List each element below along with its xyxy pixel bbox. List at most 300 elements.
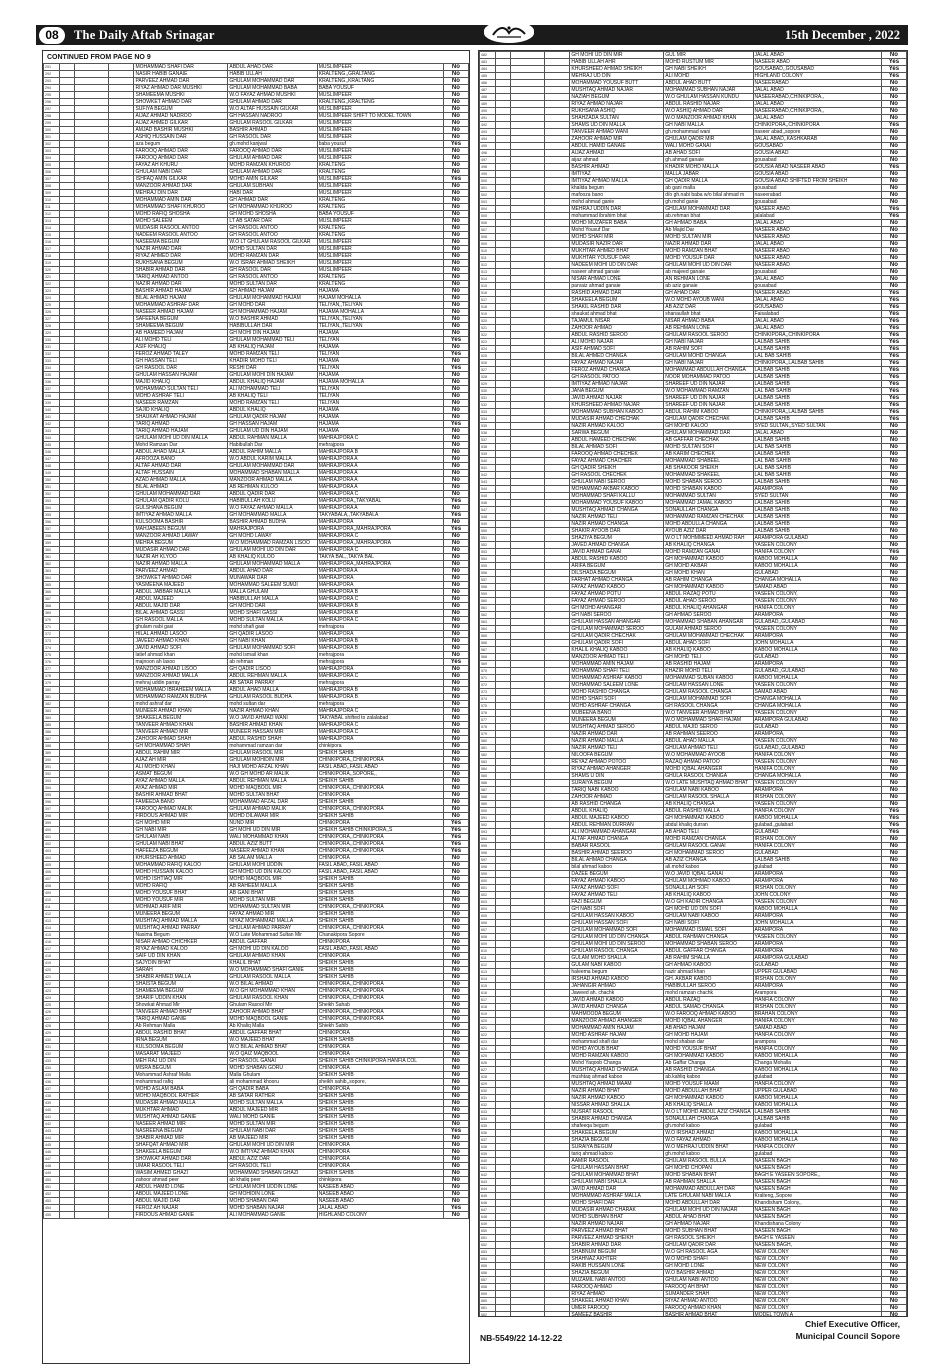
table-row [44, 155, 469, 162]
address-cell: CHANGA MOHALLA [753, 696, 881, 703]
code-cell [109, 148, 134, 155]
table-row [480, 416, 907, 423]
address-cell: mehrajpora [317, 624, 443, 631]
code-cell [496, 647, 511, 654]
code-cell [545, 1207, 570, 1214]
address-cell: NASEEN BAGH [753, 1228, 881, 1235]
parentage-cell: MUNEER HASSAN MIR [228, 729, 317, 736]
table-row [44, 820, 469, 827]
code-cell [496, 1151, 511, 1158]
status-cell: No [443, 232, 468, 239]
status-cell: No [881, 108, 906, 115]
serial-cell: 595 [480, 843, 496, 850]
table-row [44, 1156, 469, 1163]
address-cell: ARAMPORA [753, 878, 881, 885]
name-cell: FAYAZ AHMAD NAJAR [570, 360, 664, 367]
code-cell [74, 288, 108, 295]
parentage-cell: MOHAMMAD SHABAN AHANGAR [664, 619, 753, 626]
status-cell: No [443, 316, 468, 323]
table-row [44, 64, 469, 71]
code-cell [510, 157, 544, 164]
parentage-cell: ABDUL AZIZ BUTT [228, 841, 317, 848]
address-cell: FASIL ABAD,,FASIL ABAD [317, 946, 443, 953]
code-cell [74, 841, 108, 848]
status-cell: No [443, 1051, 468, 1058]
code-cell [496, 290, 511, 297]
name-cell: GHULAM NABI DAR [134, 169, 228, 176]
code-cell [510, 661, 544, 668]
address-cell: Khandisham Colony,, [753, 1200, 881, 1207]
code-cell [109, 715, 134, 722]
serial-cell: 521 [480, 325, 496, 332]
code-cell [109, 211, 134, 218]
name-cell: RIYAZ AHMAD KALOO [134, 946, 228, 953]
parentage-cell: W.O MOHAMMAD RAMZAN [664, 388, 753, 395]
code-cell [60, 197, 75, 204]
parentage-cell: GHULAM QADIR CHECHAK [664, 416, 753, 423]
address-cell: ARAMPORA [753, 661, 881, 668]
code-cell [109, 449, 134, 456]
code-cell [60, 169, 75, 176]
status-cell: No [443, 1163, 468, 1170]
name-cell: ZAHOOR AHMAD [570, 794, 664, 801]
code-cell [60, 624, 75, 631]
code-cell [60, 1009, 75, 1016]
address-cell: KRALTENG,,KRALTENG [317, 99, 443, 106]
address-cell: GULABAD [753, 850, 881, 857]
serial-cell: 433 [44, 1058, 60, 1065]
parentage-cell: GHULAM RASOOL BUDHA [228, 694, 317, 701]
status-cell: No [881, 143, 906, 150]
name-cell: MOHD SUBHAN BHAT [570, 1214, 664, 1221]
serial-cell: 602 [480, 892, 496, 899]
parentage-cell: GH AHMAD DAR [228, 197, 317, 204]
code-cell [545, 129, 570, 136]
parentage-cell: GH MOHD HAJAM [664, 1032, 753, 1039]
table-row [480, 668, 907, 675]
name-cell: NUSRAT RASOOL [570, 1109, 664, 1116]
name-cell: MEHRA BEGUM [134, 540, 228, 547]
status-cell: Yes [881, 367, 906, 374]
code-cell [109, 407, 134, 414]
parentage-cell: GH MOHI UD DIN KALOO [228, 946, 317, 953]
status-cell: No [881, 472, 906, 479]
serial-cell: 388 [44, 743, 60, 750]
name-cell: aijaz ahmad [570, 157, 664, 164]
serial-cell: 347 [44, 456, 60, 463]
address-cell: HANIFA COLONY [753, 766, 881, 773]
code-cell [496, 451, 511, 458]
parentage-cell: SONAULLAH CHANGA [664, 507, 753, 514]
status-cell: No [443, 274, 468, 281]
table-row [44, 575, 469, 582]
name-cell: NASEER RAMZAN [134, 400, 228, 407]
code-cell [510, 1277, 544, 1284]
address-cell: YASEEN COLONY [753, 934, 881, 941]
table-row [44, 722, 469, 729]
code-cell [545, 304, 570, 311]
code-cell [510, 808, 544, 815]
code-cell [545, 444, 570, 451]
code-cell [545, 402, 570, 409]
serial-cell: 452 [44, 1191, 60, 1198]
code-cell [496, 255, 511, 262]
parentage-cell: AN REHMAN LONE [664, 276, 753, 283]
parentage-cell: RAZAQ AHMAD PATOO [664, 759, 753, 766]
status-cell: Yes [881, 374, 906, 381]
code-cell [74, 64, 108, 71]
parentage-cell: GH MOHD LONE [664, 1263, 753, 1270]
address-cell: YASEEN COLONY [753, 738, 881, 745]
parentage-cell: W.O MANZOOR AHMAD KHAN [664, 115, 753, 122]
status-cell: Yes [881, 360, 906, 367]
name-cell: mushtaq ahmad kaboo [570, 1074, 664, 1081]
parentage-cell: mohd shaban dar [664, 1039, 753, 1046]
serial-cell: 495 [480, 143, 496, 150]
address-cell: SHEIKH SAHIB [317, 1037, 443, 1044]
serial-cell: 403 [44, 848, 60, 855]
status-cell: No [881, 703, 906, 710]
parentage-cell: ZAHOOR AHMAD BHAT [228, 1009, 317, 1016]
status-cell: No [881, 1081, 906, 1088]
table-row [44, 225, 469, 232]
parentage-cell: ABDUL QADIR DAR [228, 491, 317, 498]
serial-cell: 380 [44, 687, 60, 694]
address-cell: NASEEB ABAD [317, 1198, 443, 1205]
table-row [480, 479, 907, 486]
code-cell [109, 617, 134, 624]
serial-cell: 604 [480, 906, 496, 913]
code-cell [74, 554, 108, 561]
name-cell: FAZI BEGUM [570, 899, 664, 906]
code-cell [74, 78, 108, 85]
status-cell: No [443, 778, 468, 785]
code-cell [60, 323, 75, 330]
code-cell [545, 808, 570, 815]
name-cell: HILAL AHMAD LASOO [134, 631, 228, 638]
code-cell [74, 267, 108, 274]
code-cell [74, 680, 108, 687]
serial-cell: 496 [480, 150, 496, 157]
code-cell [109, 162, 134, 169]
parentage-cell: ABDUL AHAD BUTT [664, 80, 753, 87]
code-cell [510, 941, 544, 948]
serial-cell: 578 [480, 724, 496, 731]
address-cell: CHINKIPORA,,CHINKIPORA [317, 904, 443, 911]
serial-cell: 377 [44, 666, 60, 673]
code-cell [510, 458, 544, 465]
table-row [44, 1212, 469, 1219]
name-cell: TANVEER AHMAD MIR [134, 729, 228, 736]
status-cell: No [443, 1086, 468, 1093]
code-cell [109, 904, 134, 911]
code-cell [74, 575, 108, 582]
code-cell [60, 750, 75, 757]
address-cell: FASIL ABAD,,FASIL ABAD [317, 764, 443, 771]
table-row [480, 1053, 907, 1060]
table-row [44, 855, 469, 862]
parentage-cell: MUNAWAR DAR [228, 575, 317, 582]
name-cell: GHULAM QADIR KOLU [134, 498, 228, 505]
serial-cell: 369 [44, 610, 60, 617]
name-cell: ABDUL HAMEED CHECHAK [570, 437, 664, 444]
parentage-cell: GULAM AHMAD SEROO [664, 626, 753, 633]
status-cell: No [443, 617, 468, 624]
address-cell: YASEEN COLONY [753, 682, 881, 689]
name-cell: NASIR HABIB GANAIE [134, 71, 228, 78]
code-cell [496, 745, 511, 752]
code-cell [496, 80, 511, 87]
parentage-cell: ABDUL RASHID NAJAR [664, 101, 753, 108]
status-cell: No [881, 1186, 906, 1193]
name-cell: KHURSHEED AHMAD [134, 855, 228, 862]
serial-cell: 539 [480, 451, 496, 458]
address-cell: SHEIKH SAHIB [317, 960, 443, 967]
table-row [480, 710, 907, 717]
serial-cell: 448 [44, 1163, 60, 1170]
name-cell: ZAHOOR AHMAD SHAH [134, 736, 228, 743]
code-cell [109, 1142, 134, 1149]
code-cell [74, 995, 108, 1002]
code-cell [109, 246, 134, 253]
serial-cell: 392 [44, 771, 60, 778]
serial-cell: 661 [480, 1305, 496, 1312]
serial-cell: 426 [44, 1009, 60, 1016]
table-row [480, 199, 907, 206]
status-cell: No [443, 785, 468, 792]
serial-cell: 368 [44, 603, 60, 610]
code-cell [510, 997, 544, 1004]
code-cell [545, 1053, 570, 1060]
serial-cell: 485 [480, 73, 496, 80]
parentage-cell: W.O JAVID IQBAL GANAI [664, 871, 753, 878]
status-cell: No [443, 792, 468, 799]
name-cell: SHAMS U DIN [570, 773, 664, 780]
serial-cell: 447 [44, 1156, 60, 1163]
name-cell: MUKHTAR AHMAD [134, 1107, 228, 1114]
name-cell: MOHD SHAFI MIR [570, 234, 664, 241]
code-cell [60, 365, 75, 372]
status-cell: No [881, 675, 906, 682]
code-cell [545, 626, 570, 633]
parentage-cell: ABDUL RASHID MALLA [664, 808, 753, 815]
serial-cell: 507 [480, 227, 496, 234]
name-cell: JAVED AHMAD CHANGA [570, 542, 664, 549]
parentage-cell: Ghulam Rasool Mir [228, 1002, 317, 1009]
code-cell [496, 815, 511, 822]
code-cell [109, 876, 134, 883]
code-cell [74, 449, 108, 456]
serial-cell: 316 [44, 239, 60, 246]
serial-cell: 306 [44, 169, 60, 176]
serial-cell: 418 [44, 953, 60, 960]
status-cell: No [443, 764, 468, 771]
status-cell: No [881, 444, 906, 451]
code-cell [60, 568, 75, 575]
parentage-cell: GH QADIR LASOO [228, 631, 317, 638]
name-cell: NADEEM RASOOL ANTOO [134, 232, 228, 239]
code-cell [510, 528, 544, 535]
parentage-cell: ab rehman [228, 659, 317, 666]
code-cell [109, 589, 134, 596]
serial-cell: 608 [480, 934, 496, 941]
address-cell: KABOO MOHALLA [753, 1130, 881, 1137]
serial-cell: 544 [480, 486, 496, 493]
address-cell: GULABAD,,GULABAD [753, 668, 881, 675]
table-row [44, 127, 469, 134]
address-cell: TAKYABAL shifted to zalalabad [317, 715, 443, 722]
serial-cell: 605 [480, 913, 496, 920]
status-cell: No [443, 589, 468, 596]
name-cell: GH MOHD AHANGAR [570, 605, 664, 612]
code-cell [545, 703, 570, 710]
code-cell [496, 969, 511, 976]
code-cell [510, 584, 544, 591]
name-cell: SHOWKET AHMAD DAR [134, 99, 228, 106]
table-row [480, 276, 907, 283]
table-row [480, 633, 907, 640]
code-cell [545, 752, 570, 759]
serial-cell: 651 [480, 1235, 496, 1242]
parentage-cell: W.O IRSHAD AHMAD [664, 1130, 753, 1137]
code-cell [60, 904, 75, 911]
code-cell [510, 570, 544, 577]
code-cell [545, 920, 570, 927]
status-cell: No [881, 1242, 906, 1249]
serial-cell: 609 [480, 941, 496, 948]
code-cell [496, 850, 511, 857]
parentage-cell: Malla Ghulam [228, 1072, 317, 1079]
name-cell: aza begum [134, 141, 228, 148]
code-cell [496, 1165, 511, 1172]
code-cell [60, 757, 75, 764]
code-cell [510, 563, 544, 570]
parentage-cell: WALI MOHD GANAI [664, 143, 753, 150]
code-cell [60, 1135, 75, 1142]
table-row [44, 106, 469, 113]
name-cell: AFROOZA BANO [134, 456, 228, 463]
address-cell: LALBAB SAHIB [753, 1109, 881, 1116]
code-cell [545, 1025, 570, 1032]
code-cell [74, 211, 108, 218]
name-cell: MOHD ASHRAF CHANGA [570, 703, 664, 710]
code-cell [510, 171, 544, 178]
code-cell [74, 666, 108, 673]
status-cell: No [881, 633, 906, 640]
parentage-cell: MOHD RAMZAN CHANGA [664, 836, 753, 843]
status-cell: No [443, 1156, 468, 1163]
code-cell [109, 197, 134, 204]
code-cell [496, 1116, 511, 1123]
code-cell [109, 750, 134, 757]
code-cell [60, 442, 75, 449]
name-cell: MUSHTAQ AHMAD GANIE [134, 1114, 228, 1121]
address-cell: SHEIKH SAHIB [317, 883, 443, 890]
parentage-cell: mohd ismail khan [228, 652, 317, 659]
code-cell [510, 598, 544, 605]
serial-cell: 631 [480, 1095, 496, 1102]
code-cell [510, 759, 544, 766]
name-cell: SHAKEELA BEGUM [134, 715, 228, 722]
status-cell: No [443, 708, 468, 715]
parentage-cell: GHULAM RASOOL GANAI [664, 843, 753, 850]
parentage-cell: W.O BASHIR AHMAD [228, 316, 317, 323]
table-row [480, 1270, 907, 1277]
table-row [480, 1102, 907, 1109]
code-cell [496, 962, 511, 969]
parentage-cell: ABDUL AHAD MALLA [664, 738, 753, 745]
code-cell [545, 395, 570, 402]
name-cell: AYAZ AHMAD MIR [134, 785, 228, 792]
code-cell [109, 729, 134, 736]
code-cell [74, 939, 108, 946]
code-cell [109, 708, 134, 715]
address-cell: gousabad [753, 269, 881, 276]
status-cell: No [443, 484, 468, 491]
address-cell: MAHRAJPORA B [317, 694, 443, 701]
code-cell [60, 1002, 75, 1009]
name-cell: JAVID AHMAD NAJAR [570, 395, 664, 402]
code-cell [510, 1193, 544, 1200]
table-row [44, 911, 469, 918]
table-row [44, 211, 469, 218]
code-cell [496, 1284, 511, 1291]
name-cell: latief ahmad khan [134, 652, 228, 659]
code-cell [545, 346, 570, 353]
serial-cell: 528 [480, 374, 496, 381]
address-cell: HAJAMA [317, 428, 443, 435]
table-row [480, 801, 907, 808]
code-cell [60, 862, 75, 869]
code-cell [109, 736, 134, 743]
code-cell [60, 736, 75, 743]
status-cell: Yes [443, 848, 468, 855]
code-cell [510, 339, 544, 346]
address-cell: IRSHAN COLONY [753, 1004, 881, 1011]
code-cell [496, 892, 511, 899]
table-row [480, 325, 907, 332]
table-row [480, 1277, 907, 1284]
status-cell: Yes [881, 829, 906, 836]
code-cell [545, 969, 570, 976]
status-cell: No [443, 547, 468, 554]
code-cell [496, 1221, 511, 1228]
table-row [44, 477, 469, 484]
table-row [480, 269, 907, 276]
status-cell: Yes [443, 526, 468, 533]
name-cell: parvaiz ahmad ganaie [570, 283, 664, 290]
status-cell: No [881, 941, 906, 948]
status-cell: Yes [443, 841, 468, 848]
code-cell [545, 654, 570, 661]
table-row [44, 1205, 469, 1212]
table-row [44, 610, 469, 617]
address-cell: HANFIA COLONY [753, 1144, 881, 1151]
parentage-cell: ABDUL RAHIM MALLA [228, 449, 317, 456]
parentage-cell: MOHD RAMZAN DAR [228, 253, 317, 260]
status-cell: No [881, 794, 906, 801]
status-cell: No [881, 276, 906, 283]
code-cell [496, 374, 511, 381]
address-cell: CHINKIPORA [317, 1142, 443, 1149]
serial-cell: 295 [44, 92, 60, 99]
table-row [44, 1030, 469, 1037]
name-cell: MOHAMMAD AMIN HAJAM [570, 661, 664, 668]
code-cell [60, 1079, 75, 1086]
table-row [44, 246, 469, 253]
serial-cell: 558 [480, 584, 496, 591]
parentage-cell: GHULAM MOHI UD DIN DAR [228, 547, 317, 554]
